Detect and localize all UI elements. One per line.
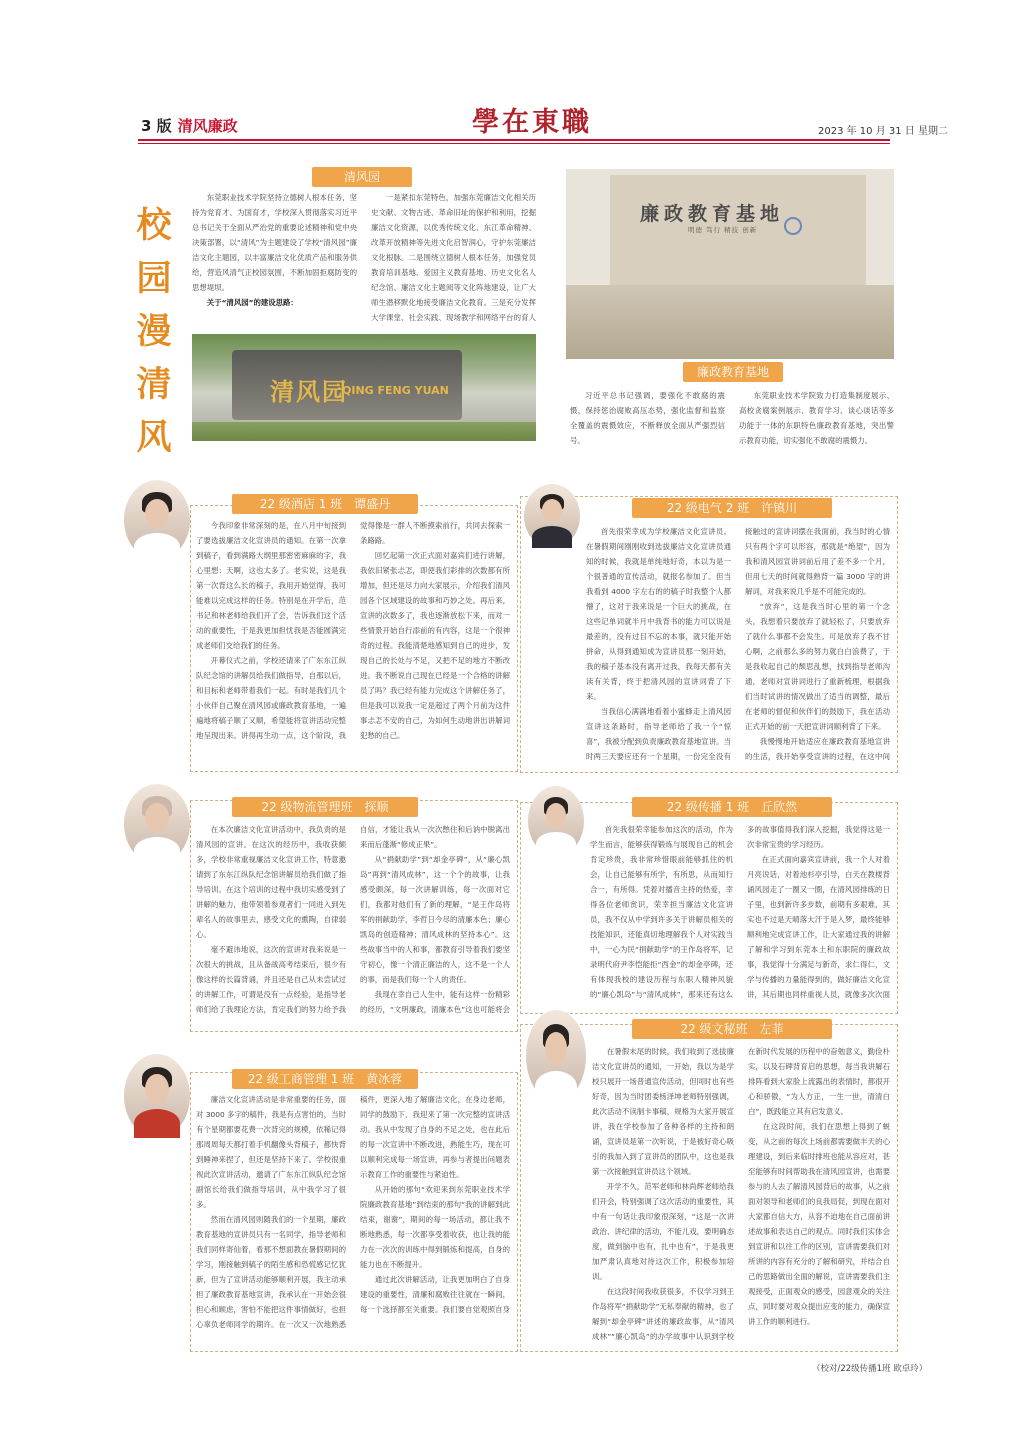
qingfeng-text: [192, 190, 536, 330]
photo-sign-en: QING FENG YUAN: [342, 384, 449, 397]
paragraph: 我现在幸自己人生中，能有这样一份精彩的经历，“文明廉政，清廉本色”这也可能将会: [360, 990, 510, 1014]
paragraph: 一是紧扣东莞特色，加强东莞廉洁文化相关历史文献、文物古迹、革命旧址的保护和利用，挖掘廉洁文化资源，以优秀传统文化、东江革命精神、改革开放精神等先进文化启智润心，守护东莞廉洁文化根脉。二是围绕立德树人根本任务，加强党员教育培训基地、爱国主义教育基地、历史文化名人纪念馆、廉洁文化主题阅等文化阵地建设，让广大师生潜移默化地接受廉洁文化教育。三是充分发挥大学课堂、社会实践、现场教学和网络平台的育人: [371, 193, 536, 322]
article-body: [590, 822, 890, 1008]
author-avatar: [124, 784, 190, 864]
photo-wall-title: 廉政教育基地: [640, 203, 785, 225]
photo-sign-cn: 清风园: [270, 378, 348, 406]
paragraph: 当我信心满满地看着小蜜蜂走上清风园宣讲这条路时，指导老师给了我一个“惊喜”，我被分配到负责廉政教育基地宣讲。当时两三天要应还有一个星期，一份完全没有接触过的宣讲词摆在我面前，我当时的心情只有两个字可以形容，那就是“绝望”，因为我和清风园宣讲词前后用了差不多一个月，但用七天的时间就得熟背一篇 3000 字的讲解词，对我来说几乎是不可能完成的。: [586, 527, 890, 761]
vertical-feature-title: [132, 200, 176, 465]
header-rule: [138, 139, 890, 141]
vtitle-char: 园: [136, 259, 172, 299]
paragraph: 从“捐献助学”到“却金亭碑”，从“廉心凯岛”再到“清风成林”，这一个个的故事，让我感受颇深，每一次讲解训练，每一次面对它们，我都对他们有了新的理解，“是王作岛将军的捐献助学，李哲日今尽的清廉本色；廉心凯岛的创造精神；清风成林的坚持本心”。这些故事当中的人和事，都教育引导着我们要坚守初心，像一个清正廉洁的人，这不是一个人的事，而是我们每一个人的责任。: [360, 855, 510, 984]
paragraph: 开幕仪式之前，学校还请来了广东东江纵队纪念馆的讲解员给我们做指导，自那以后，和目标和老师带着我们一起。有时是我们几个小伙伴自己聚在清风园或廉政教育基地，一遍遍地将稿子顺了又顺，希望能将宣讲活动完整地呈现出来。讲得再生动一点，这个阶段，我觉得像是一群人不断摸索前行，共同去探索一条路路。: [196, 521, 510, 740]
paragraph: 毫不避讳地说，这次的宣讲对我来说是一次很大的挑战，且从备战高考结束后，很少有像这样的长篇背诵，并且还是自己从未尝试过的讲解工作，可谓是没有一点经验，是指导老师们给了我理论方法，肯定我们的努力给予我自信，才能让我从一次次憋住和后讷中脱离出来而后蓬渐“修成正果”。: [196, 825, 510, 1014]
paragraph: 从开始的那句“欢迎来到东莞职业技术学院廉政教育基地”到结束的那句“我的讲解到此结束，谢谢”，期间的每一场活动，都让我不断地熟悉，每一次都享受着收获，也让我的能力在一次次的训练中得到锻炼和提高，自身的能力也在不断提升。: [360, 1185, 510, 1269]
floor: [566, 285, 894, 359]
page-number: 3 版: [141, 117, 172, 135]
paragraph-subhead: 关于“清风园”的建设思路：: [206, 298, 298, 307]
qingfeng-tag: 清风园: [312, 167, 412, 187]
paragraph: 在本次廉洁文化宣讲活动中，我负责的是清风园的宣讲。在这次的经历中，我收获颇多，学校非常重视廉洁文化宣讲工作，特意邀请到了东东江纵队纪念馆讲解员给我们做了指导培训。在这个培训的过程中我切实感受到了讲解的魅力，他带领着参观者们一同进入到先辈名人的故事里去，感受文化的熏陶，自律弱心。: [196, 825, 346, 939]
paragraph: 东莞职业技术学院致力打造集制度展示、高校贪腐案例展示、教育学习、谈心谈话等多功能于一体的东职特色廉政教育基地，突出警示教育功能，切实强化不敢腐的震慑力。: [739, 391, 894, 445]
article-body: [196, 1092, 510, 1346]
vtitle-char: 清: [136, 365, 172, 405]
paragraph: 东莞职业技术学院坚持立德树人根本任务，坚持为党育才、为国育才，学校深入贯彻落实习近平总书记关于全面从严治党的重要论述精神和党中央决策部署，以“清风”为主题建设了学校“清风园”廉洁文化主题园，以丰富廉洁文化优质产品和服务供给，营造风清气正校园氛围，不断加固拒腐防变的思想堤坝。: [192, 193, 357, 292]
base-text: [570, 388, 894, 458]
education-base-photo: [566, 169, 894, 359]
qingfeng-garden-photo: [192, 334, 536, 441]
vtitle-char: 校: [136, 206, 172, 246]
school-emblem-icon: [784, 217, 802, 235]
photo-wall-subtitle: 明德 笃行 精技 创新: [688, 226, 758, 234]
article-title: 22 级物流管理班 探顺: [232, 797, 418, 817]
page-issue-label: [141, 115, 238, 136]
paragraph: 回忆起第一次正式面对嘉宾们进行讲解，我依旧紧张忐忑，即使我们彩排的次数都有所增加，但还是尽力向大家展示，介绍我们清风园各个区域建设的故事和巧妙之处。再后来，宣讲的次数多了，我也逐渐放松下来，而对一些情景开始自行添前的有内容，这是一个很神奇的过程。我能清楚地感知到自己的进步，发现自己的长处与不足，又把不足的地方不断改进。我不断说自己现在已经是一个合格的讲解员了吗？我已经有能力完成这个讲解任务了，但是我可以说我一定是超过了两个月前为这件事忐忑不安的自己，为如何生动地讲出讲解词犯愁的自己。: [360, 551, 510, 740]
article-title: 22 级酒店 1 班 谭盛丹: [232, 494, 418, 514]
paragraph: 首先很荣幸成为学校廉洁文化宣讲员。在暑假期间刚刚收到选拔廉洁文化宣讲员通知的时候，我就是单纯地好奇，本以为是一个很普通的宣传活动，就报名参加了。但当我看到 4000 字左右的的稿子时我整个人都懵了，这对于我来说是一个巨大的挑战，在这些记单词就半月中我背书的能力可以说是最差的，没有过目不忘的本事，就只能开始拼命，从得到通知成为宣讲员那一刻开始，我的稿子基本没有离开过我，我每天都有关读有关背，终于把清风园的宣讲词背了下来。: [586, 527, 731, 701]
header-rule-thin: [138, 143, 890, 144]
author-avatar: [124, 1054, 190, 1138]
issue-date: 2023 年 10 月 31 日 星期二: [818, 126, 948, 137]
article-body: [196, 518, 510, 766]
article-title: 22 级工商管理 1 班 黄冰蓉: [232, 1069, 418, 1089]
paragraph: 通过此次讲解活动，让我更加明白了自身建设的重要性，清廉和腐败往往就在一瞬间，每一个选择都至关重要。我们要自觉观照自身: [360, 1275, 510, 1314]
paragraph: 在暑假末尾的时候，我们收到了选拔廉洁文化宣讲员的通知，一开始，我以为是学校只展开一场普通宣传活动，但同时也有些好奇，因为当时团委杨泽坤老师特别强调，此次活动不读制卡事稿，规格为大家开展宣讲，我在学校参加了各种各样的主持和朗诵，宣讲员是第一次听说，于是被好奇心吸引的我加入到了宣讲员的团队中，这也是我第一次接触到宣讲员这个领域。: [592, 1047, 734, 1176]
article-title: 22 级传播 1 班 丘欣然: [632, 797, 832, 817]
paragraph: 在这段时间，我们在思想上得到了蜕变，从之前的每次上场前都需要做丰天的心理建设，到后来临时排班也能从容应对，甚至能够有时间帮助我在清风园宣讲，也需要参与的人去了解清风园背后的故事，从之前面对领导和老师们的良我局促，到现在面对大家都自信大方，从容不迫地在自己面前讲述故事和表达自己的观点。同时我们实体会到宣讲和以往工作的区别，宣讲需要我们对所讲的内容有充分的了解和研究，并结合自己的思路做出全面的解说，宣讲需要我们主观接受，正面观众的感受，园意观众的关注点，同时要对观众提出应变的能力，确保宣讲工作的顺利进行。: [748, 1122, 890, 1326]
author-avatar: [528, 786, 584, 856]
masthead: 學在東職: [472, 107, 592, 138]
paragraph: 廉洁文化宣讲活动是非常重要的任务，面对 3000 多字的稿件，我是有点害怕的，当时有个星期都要花费一次背完的规模，依稀记得那周周每天都打着手机翻像头背稿子，都快背到睡神来捏了，但还是坚持下来了。学校很重视此次宣讲活动，邀请了广东东江纵队纪念馆副馆长给我们做指导培训，从中我学习了很多。: [196, 1095, 346, 1209]
article-title: 22 级文秘班 左菲: [632, 1019, 832, 1039]
article-body: [586, 524, 890, 768]
paragraph: 今我印象非常深刻的是，在八月中旬接到了要选拔廉洁文化宣讲员的通知。在第一次拿到稿子，看到满路大纲里那密密麻麻的字，我心里想：天啊，这也太多了。老实说，这是我第一次背这么长的稿子，我用开始觉得，我可能难以完成这样的任务。特别是在开学后，范书记和林老师给我们开了会，告诉我们这个活动的重要性，于是我更加担忧我是否能圆满完成老师们交给我们的任务。: [196, 521, 346, 650]
paragraph: 在正式面向嘉宾宣讲前，我一个人对着月亮说话，对着池杉亭引导，白天在教楼背诵风园走了一圈又一圈，在清风园排练的日子里，也到新许多步数，前期有多艰难，其实也不过是天晴落大汗于是入梦，最终能够顺利地完成宣讲工作，让大家通过我的讲解了解和学习到东莞本土和东职院的廉政故事，我觉得十分满足与新奇，求仁得仁，文学与传播的力量能得到的，做好廉洁文化宣讲，其后期也同样重视人员，就像多次次面: [747, 855, 890, 999]
section-title: 清风廉政: [177, 117, 238, 135]
paragraph: 首先我很荣幸能参加这次的活动，作为学生而言，能够获得锻炼与展现自己的机会肯定珍贵，我非常珍惜眼前能够抓住的机会，让自己能够有所学，有所思，从而知行合一，有所得。凭着对播音主持的热爱，幸得各位老师赏识，荣幸担当廉洁文化宣讲员，我不仅从中学到许多关于讲解员相关的技能知识，还能真切地理解我个人对实践当中，一心为民“捐献助学”的王作岛将军，记录明代府尹李恺能拒“西金”的却金亭碑，还有体现我校的建设历程与东职人精神风貌的“廉心凯岛”与“清风成林”，那来还有这么多的故事值得我们深入挖掘，我觉得这是一次非常宝贵的学习经历。: [590, 825, 890, 999]
article-title: 22 级电气 2 班 许镇川: [632, 498, 832, 518]
paragraph: 我慢慢地开始适应在廉政教育基地宣讲的生活，我开始享受宣讲的过程，在这中间: [745, 737, 890, 761]
author-avatar: [524, 484, 580, 548]
base-tag: 廉政教育基地: [683, 362, 783, 382]
paragraph: 然而在清风园则随我们的一个星期，廉政教育基地的宣讲员只有一名同学，指导老师和我们同样寄仙着，看那不想面教在暑假期间的学习，刚接触到稿子的陌生感和恐慌感记忆犹新，但为了宣讲活动能够顺利开展，我主动承担了廉政教育基地宣讲，我承认在一开始会很担心和顾虑，害怕不能把这件事情做好，也担心辜负老师同学的期许。在一次又一次地熟悉稿件，更深入地了解廉洁文化，在身边老师，同学的鼓励下，我迎来了第一次完整的宣讲活动。我从中发现了自身的不足之处，也在此后的每一次宣讲中不断改进，熟能生巧，现在可以顺利完成每一场宣讲，再参与者提出问题表示教育工作的重要性与紧迫性。: [196, 1095, 510, 1329]
proofreader-credit: （校对/22级传播1班 欧卓玲）: [812, 1364, 928, 1374]
author-avatar: [526, 1010, 586, 1102]
article-body: [196, 822, 510, 1026]
vtitle-char: 漫: [136, 312, 172, 352]
paragraph: 开学不久，范军老师和林尚辉老师给我们开会，特别强调了这次活动的重要性，其中有一句话让我印象很深刻，“这是一次讲政治、讲纪律的活动，不能儿戏，要明确态度，做到脑中也有，扎中也有”，于是我更加严肃认真地对待这次工作，积极参加培训。: [592, 1182, 734, 1281]
hedge: [192, 422, 536, 441]
paragraph: “放弃”，这是我当时心里的第一个念头，我想着只要放弃了就轻松了，只要放弃了就什么事都不会发生。可是放弃了我不甘心啊，之前那么多的努力就白白浪费了，于是我收起自己的颓思乱想，找到指导老师沟通，老师对宣讲词进行了重新梳理，根据我们当时试讲的情况做出了适当的调整，最后在老师的督促和伙伴们的鼓励下，我在活动正式开始的前一天把宣讲词顺利背了下来。: [745, 602, 890, 731]
article-body: [592, 1044, 890, 1346]
paragraph: 习近平总书记强调，要强化不敢腐的震慑，保持惩治腐败高压态势，强化监督和监察全覆盖的震慑效应，不断释放全面从严强烈信号。: [570, 391, 725, 445]
author-avatar: [124, 480, 190, 560]
vtitle-char: 风: [136, 418, 172, 458]
paragraph: 在这段时间我收获很多，不仅学习到王作岛将军“捐献助学”无私奉献的精神，也了解到“却金亭碑”讲述的廉政故事，从“清风成林”“廉心凯岛”的办学故事中认识到学校在新时代发展的历程中的奋勉意义，勤俭朴实，以及石碑背育启的思想，每当我讲解石排阵看到大家脸上流露出的表情时，都很开心和骄傲，“为人方正，一生一世，清清白白”，既践能立其有启发意义。: [592, 1047, 890, 1341]
